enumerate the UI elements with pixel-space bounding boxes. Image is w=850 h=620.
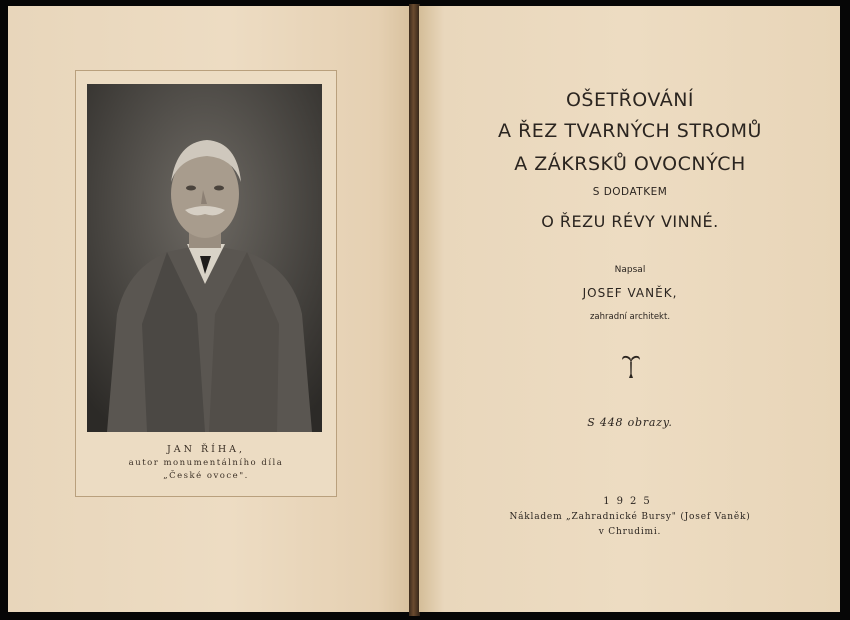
portrait-caption-description: autor monumentálního díla [128,458,284,468]
author-profession: zahradní architekt. [589,312,671,322]
portrait-caption-name: JAN ŘÍHA, [166,444,246,455]
publisher-line: Nákladem „Zahradnické Bursy" (Josef Vaněk) [509,512,751,522]
publication-year: 1925 [603,496,657,507]
portrait-caption-work: „České ovoce". [163,471,249,481]
author-name: JOSEF VANĚK, [582,286,678,300]
publication-place: v Chrudimi. [598,527,662,537]
fleuron-icon [620,354,642,380]
illustrations-note: S 448 obrazy. [587,416,673,429]
title-line-1: OŠETŘOVÁNÍ [565,89,695,111]
title-line-2: A ŘEZ TVARNÝCH STROMŮ [498,120,762,142]
written-by-label: Napsal [614,265,646,275]
title-line-3: A ZÁKRSKŮ OVOCNÝCH [514,153,746,175]
title-line-5: O ŘEZU RÉVY VINNÉ. [541,212,719,231]
title-line-4: S DODATKEM [592,186,668,198]
portrait-photo [87,84,322,432]
